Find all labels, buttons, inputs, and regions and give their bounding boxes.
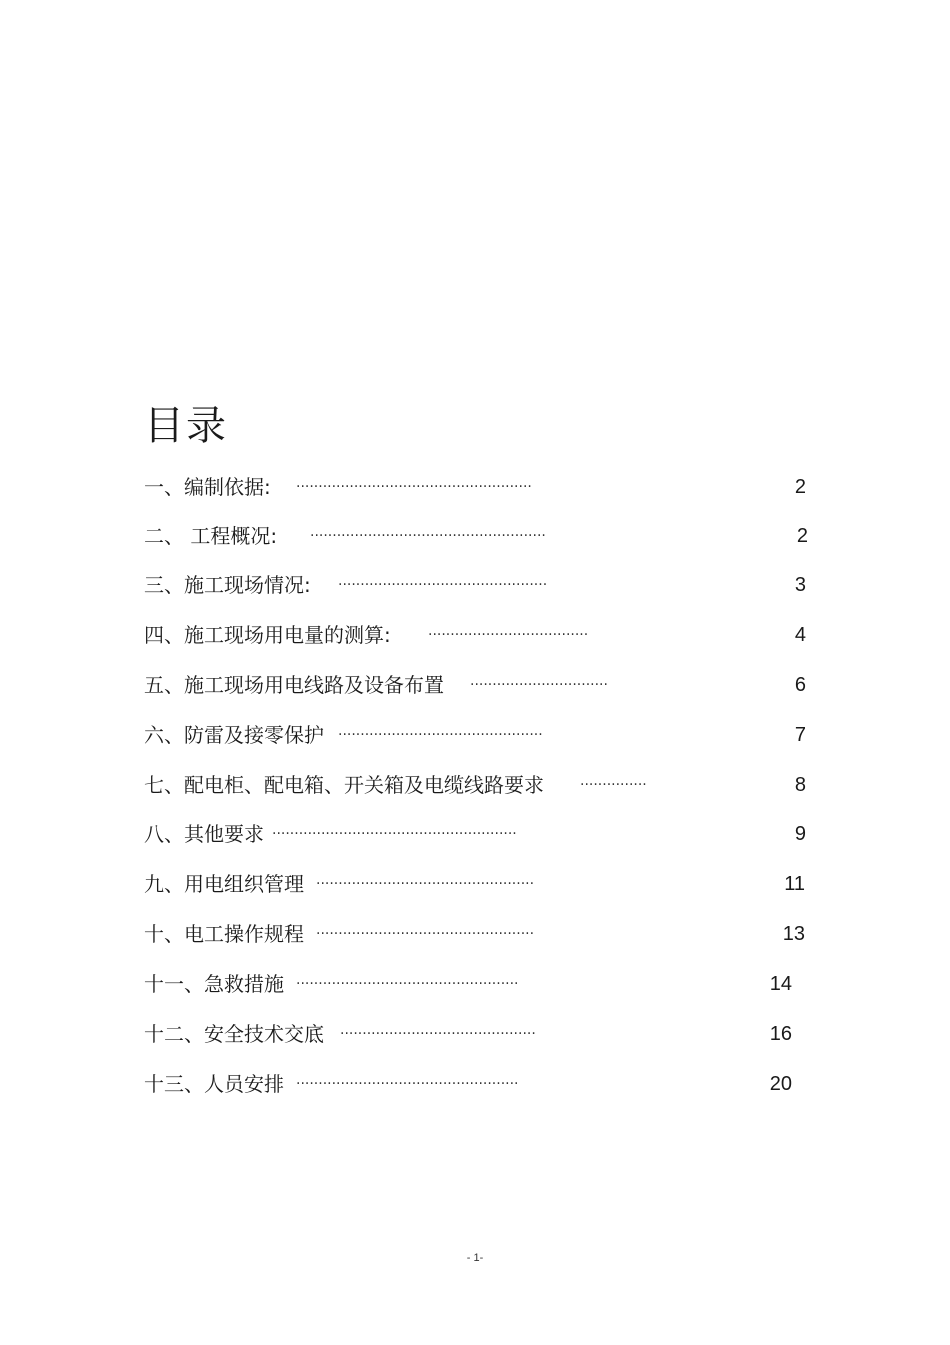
toc-entry-leader-dots: ···································· (428, 627, 589, 643)
toc-entry-leader-dots: ··············· (580, 777, 647, 793)
toc-entry[interactable] (144, 572, 806, 598)
toc-entry-leader-dots: ····················································· (310, 528, 546, 544)
toc-entry[interactable] (144, 772, 806, 798)
toc-entry[interactable] (144, 821, 806, 847)
toc-entry[interactable] (144, 921, 805, 947)
toc-entry-page-number: 16 (769, 1023, 792, 1045)
toc-entry[interactable] (144, 971, 792, 997)
toc-entry[interactable] (144, 1071, 792, 1097)
toc-entry-label: 三、施工现场情况: (144, 573, 311, 597)
toc-entry-leader-dots: ······················································· (272, 826, 517, 842)
toc-entry-page-number: 3 (794, 574, 806, 596)
toc-entry[interactable] (144, 523, 808, 549)
toc-entry-label: 九、用电组织管理 (144, 872, 304, 896)
toc-entry-label: 六、防雷及接零保护 (144, 723, 324, 747)
toc-entry-leader-dots: ··············································· (338, 577, 548, 593)
toc-entry-leader-dots: ····················································· (296, 479, 532, 495)
toc-entry-page-number: 20 (769, 1073, 792, 1095)
toc-entry-page-number: 6 (794, 674, 806, 696)
toc-entry-label: 十一、急救措施 (144, 972, 284, 996)
toc-entry[interactable] (144, 871, 805, 897)
toc-entry-page-number: 11 (784, 873, 805, 895)
toc-entry-label: 十、电工操作规程 (144, 922, 304, 946)
toc-entry-label: 十三、人员安排 (144, 1072, 284, 1096)
toc-entry-leader-dots: ·················································· (296, 976, 519, 992)
toc-entry[interactable] (144, 722, 806, 748)
toc-title: 目录 (144, 403, 228, 449)
toc-entry-page-number: 8 (794, 774, 806, 796)
toc-entry-leader-dots: ·············································· (338, 727, 543, 743)
toc-entry-page-number: 9 (794, 823, 806, 845)
toc-entry-leader-dots: ················································· (316, 876, 535, 892)
toc-entry-leader-dots: ······························· (470, 677, 608, 693)
toc-entry-label: 十二、安全技术交底 (144, 1022, 324, 1046)
toc-entry-page-number: 7 (794, 724, 806, 746)
toc-entry-label: 四、施工现场用电量的测算: (144, 623, 391, 647)
toc-entry-leader-dots: ············································ (340, 1026, 536, 1042)
toc-entry-page-number: 13 (782, 923, 805, 945)
toc-entry-page-number: 2 (794, 476, 806, 498)
toc-entry-label: 五、施工现场用电线路及设备布置 (144, 673, 444, 697)
toc-entry-page-number: 4 (794, 624, 806, 646)
toc-entry[interactable] (144, 622, 806, 648)
toc-entry[interactable] (144, 1021, 792, 1047)
toc-entry-page-number: 2 (796, 525, 808, 547)
toc-entry-label: 一、编制依据: (144, 475, 271, 499)
toc-entry[interactable] (144, 672, 806, 698)
toc-entry-leader-dots: ·················································· (296, 1076, 519, 1092)
page-number-footer: - 1- (466, 1252, 484, 1264)
toc-entry[interactable] (144, 474, 806, 500)
toc-entry-label: 二、 工程概况: (144, 524, 278, 548)
toc-entry-label: 八、其他要求 (144, 822, 264, 846)
toc-entry-leader-dots: ················································· (316, 926, 535, 942)
toc-entry-page-number: 14 (769, 973, 792, 995)
toc-entry-label: 七、配电柜、配电箱、开关箱及电缆线路要求 (144, 773, 544, 797)
